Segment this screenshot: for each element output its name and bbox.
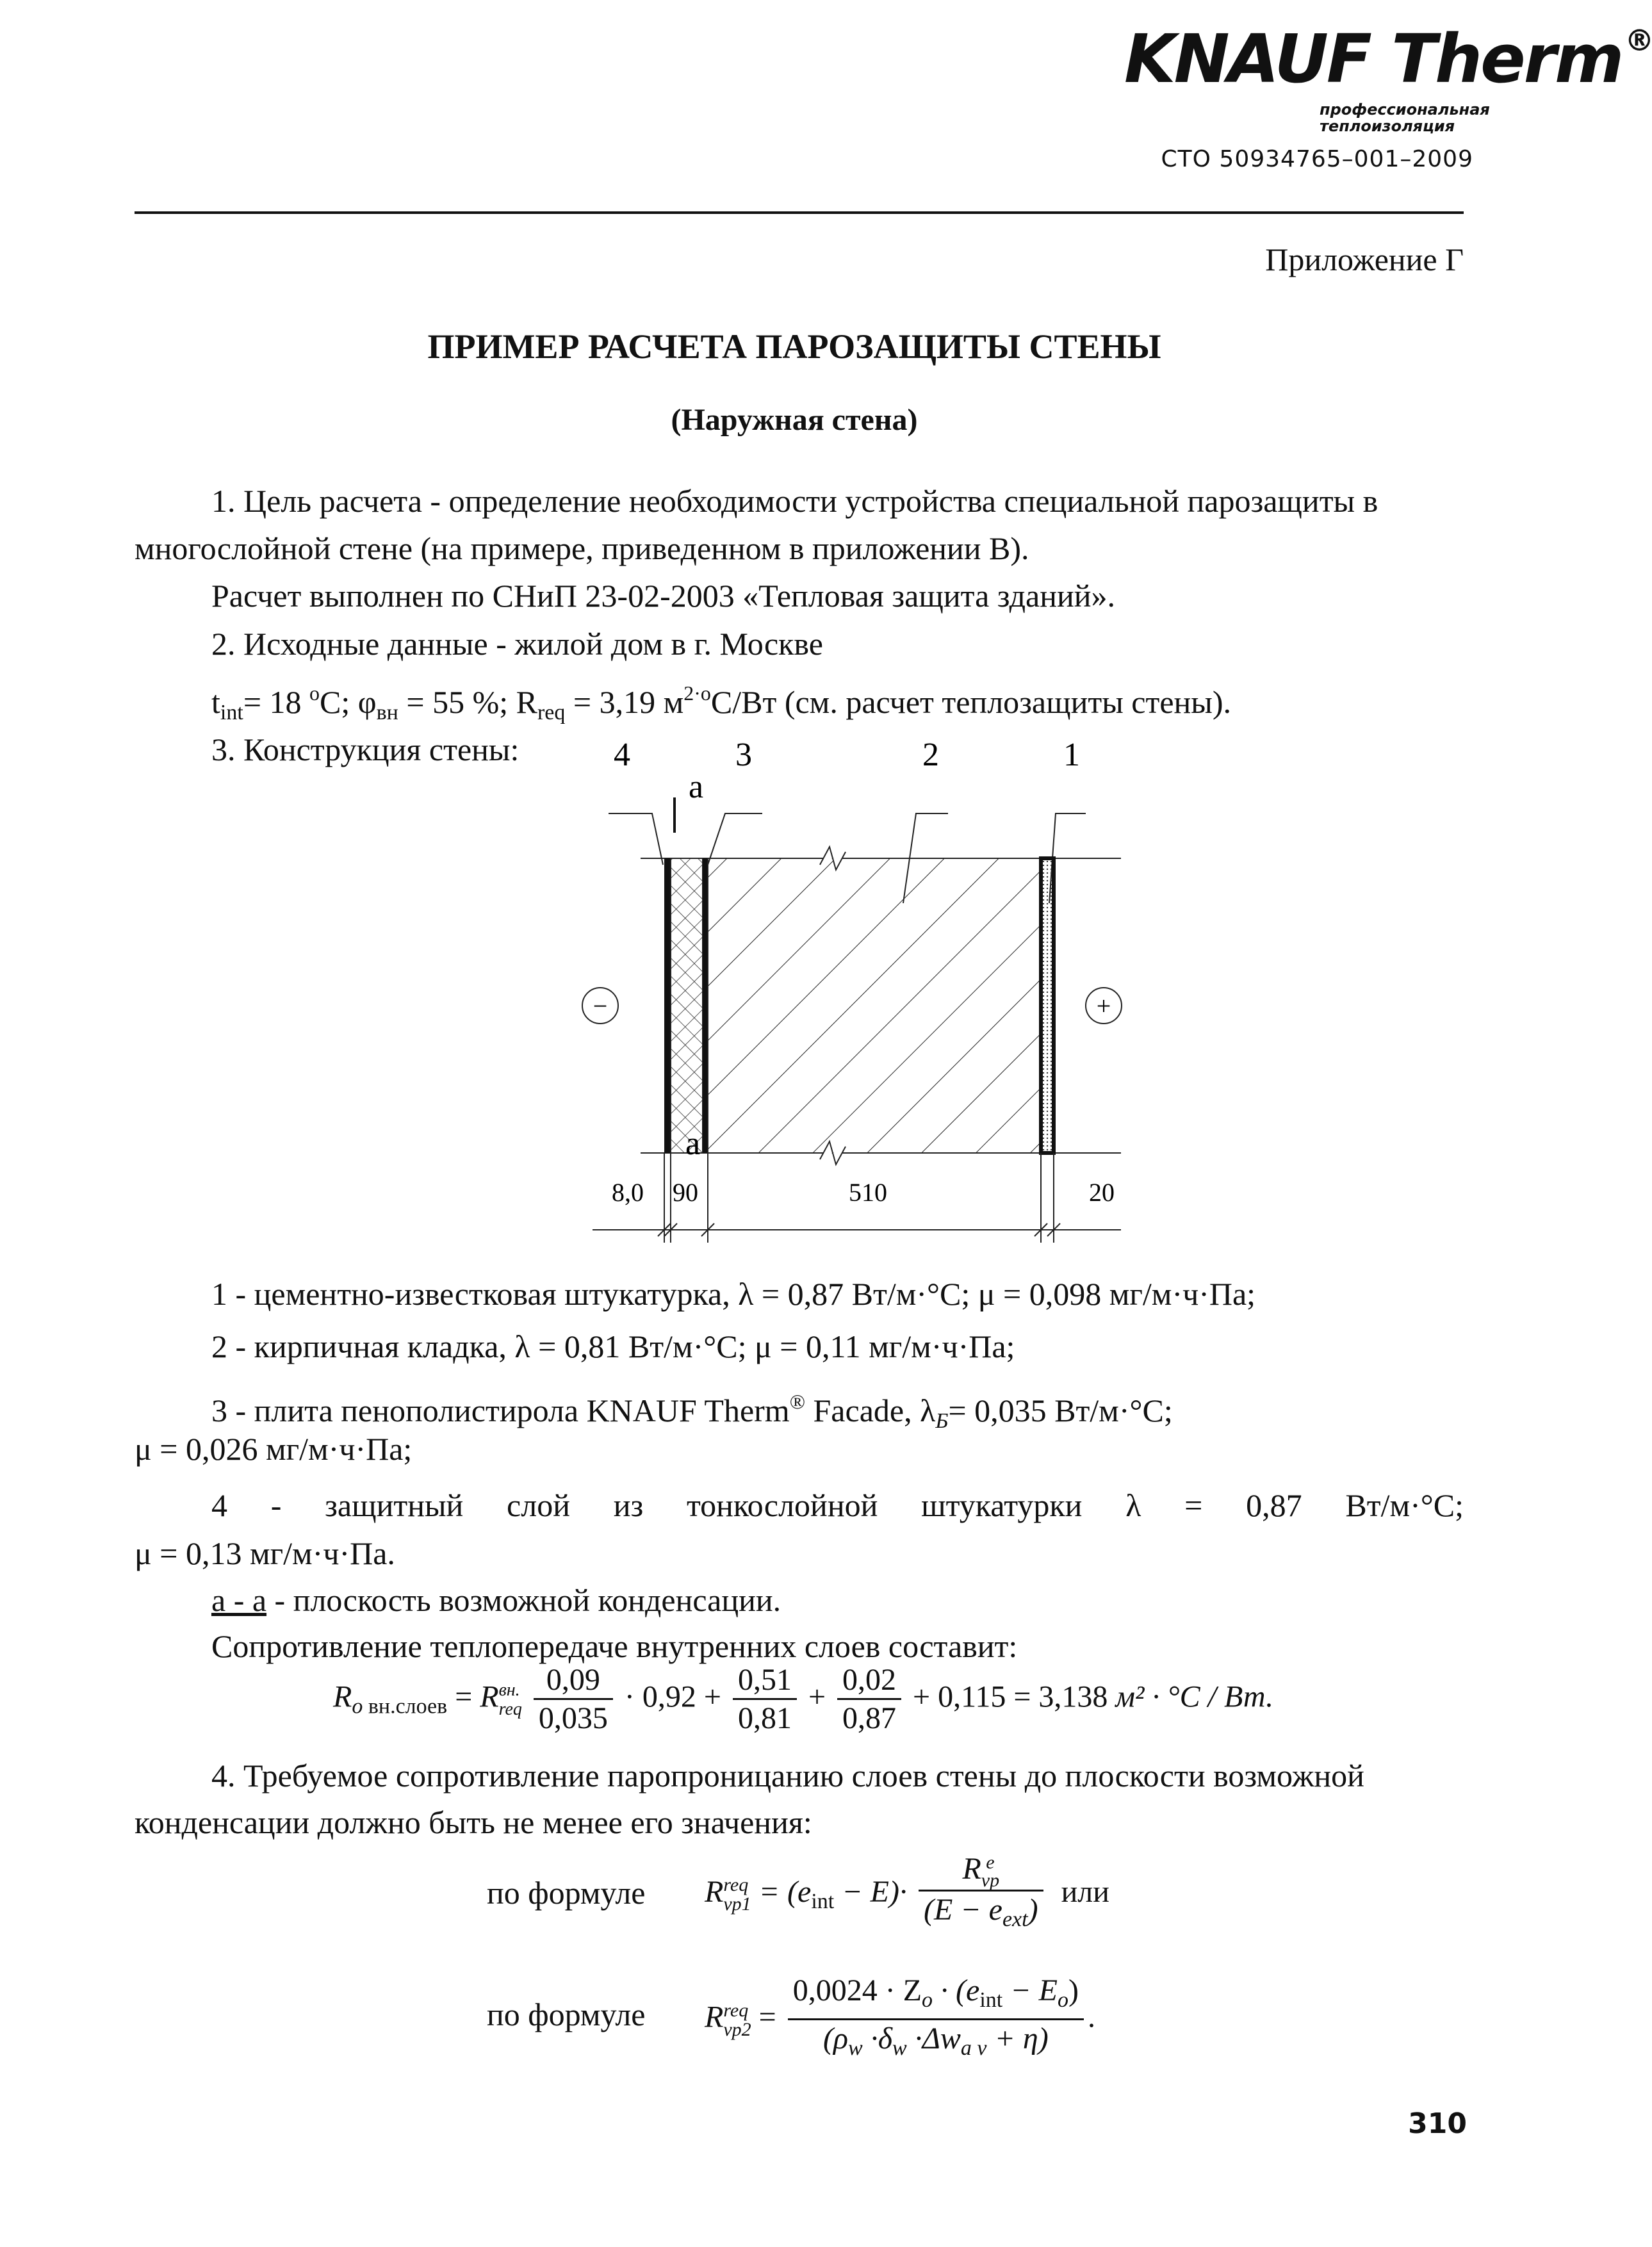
page-number: 310 [1408, 2107, 1467, 2140]
wall-section-diagram [577, 737, 1140, 1249]
plus-sign: + [1096, 992, 1111, 1020]
label-plane-a-bottom: a [685, 1125, 701, 1162]
layer-2-desc: 2 - кирпичная кладка, λ = 0,81 Вт/м·°С; μ = 0,11 мг/м·ч·Па; [211, 1328, 1015, 1364]
layer-4-protective-plaster [664, 858, 671, 1153]
label-layer-3: 3 [735, 737, 752, 773]
layer-3-desc-line2: μ = 0,026 мг/м·ч·Па; [135, 1431, 413, 1467]
formula-vapor-resistance-1: R req vp1 = $(e_{int} - E)\cdot$ R e vp $(E - e_{ext})$ или [705, 1851, 1109, 1931]
layer-3-desc: 3 - плита пенополистирола KNAUF Therm® Facade, $\lambda_Б= 0,035$ Вт/м·°С; [211, 1390, 1173, 1433]
dim-label-20: 20 [1089, 1178, 1115, 1207]
p2: Расчет выполнен по СНиП 23-02-2003 «Тепловая защита зданий». [211, 578, 1116, 614]
layer-1-desc: 1 - цементно-известковая штукатурка, λ = 0,87 Вт/м·°С; μ = 0,098 мг/м·ч·Па; [211, 1276, 1256, 1312]
appendix-label: Приложение Г [1265, 241, 1464, 277]
resistance-intro: Сопротивление теплопередаче внутренних слоев составит: [211, 1628, 1018, 1664]
label-plane-a-top: a [689, 769, 704, 805]
input-data-line: $t_{int}= 18$ $^o$С; $\varphi_{вн} = 55$ %; $R_{req} = 3,19$ $м^{2\cdot o}С/Вт$ (см. расчет теплозащиты стены). [211, 682, 1232, 724]
dim-label-90: 90 [673, 1178, 698, 1207]
label-layer-4: 4 [614, 737, 630, 773]
logo-registered-mark: ® [1624, 23, 1652, 58]
logo-tagline [1320, 101, 1490, 135]
formula3-label: по формуле [487, 1997, 646, 2032]
layer-2-brick [708, 858, 1041, 1153]
leader-4 [609, 813, 663, 865]
page-title: ПРИМЕР РАСЧЕТА ПАРОЗАЩИТЫ СТЕНЫ [427, 327, 1161, 366]
p1-line2: многослойной стене (на примере, приведенном в приложении В). [135, 530, 1029, 566]
dim-label-8: 8,0 [612, 1178, 644, 1207]
formula-vapor-resistance-2: R req vp2 = $\frac{0,0024 \cdot Z_o \cdot (e_{int} - E_o)}{(\rho_w \cdot\delta_w \cdot\Delta w_{a v} + \eta)}$ . [705, 1973, 1095, 2060]
document-code: СТО 50934765–001–2009 [1161, 146, 1473, 172]
leader-3 [708, 813, 762, 865]
layer-3-insulation [671, 858, 703, 1153]
layer-4-desc-line2: μ = 0,13 мг/м·ч·Па. [135, 1535, 395, 1571]
dim-label-510: 510 [849, 1178, 887, 1207]
knauf-therm-logo [1124, 20, 1652, 98]
logo-tagline-line1: профессиональная [1320, 101, 1490, 118]
p4-line1: 4. Требуемое сопротивление паропроницанию слоев стены до плоскости возможной [211, 1758, 1364, 1794]
layer-1-inner-plaster [1041, 858, 1054, 1153]
label-layer-2: 2 [922, 737, 939, 773]
label-layer-1: 1 [1063, 737, 1080, 773]
formula-internal-resistance: $R_o$ $_{вн.слоев}$ = R вн. req $\frac{0,09}{0,035}$ · 0,92 + $\frac{0,51}{0,81}$ + $\frac{0,02}{0,87}$ + 0,115 = 3,138 м² · °С / Вт. [333, 1663, 1274, 1735]
header-rule [135, 211, 1464, 214]
formula2-label: по формуле [487, 1875, 646, 1911]
p3: 2. Исходные данные - жилой дом в г. Москве [211, 626, 823, 662]
p1-line1: 1. Цель расчета - определение необходимости устройства специальной парозащиты в [211, 483, 1378, 519]
logo-text: KNAUF Therm [1124, 20, 1623, 98]
p4-line2: конденсации должно быть не менее его значения: [135, 1804, 812, 1840]
page-subtitle: (Наружная стена) [671, 403, 918, 437]
logo-tagline-line2: теплоизоляция [1320, 117, 1455, 135]
minus-sign: − [593, 992, 608, 1020]
plane-a-adhesive [703, 858, 708, 1153]
layer-4-desc: 4 - защитный слой из тонкослойной штукатурки λ = 0,87 Вт/м·°С; [211, 1487, 1464, 1523]
condensation-plane-desc: а - а - плоскость возможной конденсации. [211, 1582, 781, 1618]
p5: 3. Конструкция стены: [211, 731, 519, 767]
